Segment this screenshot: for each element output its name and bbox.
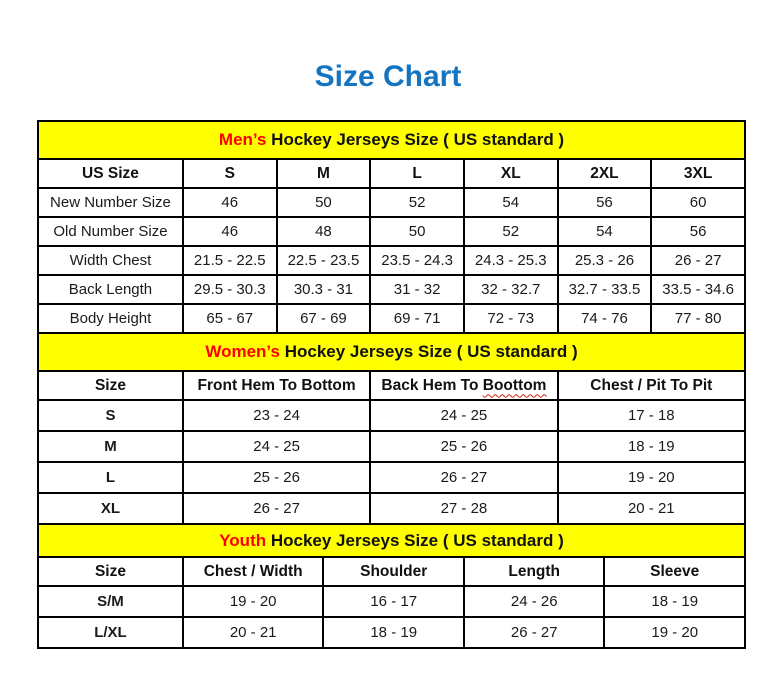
size-value: 52 (464, 217, 558, 246)
column-header-xl: XL (464, 159, 558, 188)
size-value: 29.5 - 30.3 (183, 275, 277, 304)
table-row-body-height (38, 304, 745, 333)
row-label: M (38, 431, 183, 462)
row-label: XL (38, 493, 183, 524)
row-label: Body Height (38, 304, 183, 333)
womens-header-row (38, 371, 745, 400)
size-value: 32.7 - 33.5 (558, 275, 652, 304)
table-row-women-m (38, 431, 745, 462)
column-header-3xl: 3XL (651, 159, 745, 188)
youth-section-title (38, 524, 745, 557)
size-value: 65 - 67 (183, 304, 277, 333)
size-value: 17 - 18 (558, 400, 745, 431)
column-header-chest-pit: Chest / Pit To Pit (558, 371, 745, 400)
column-header-2xl: 2XL (558, 159, 652, 188)
size-value: 21.5 - 22.5 (183, 246, 277, 275)
mens-section-band (38, 121, 745, 159)
size-value: 18 - 19 (558, 431, 745, 462)
womens-section-title-rest: Hockey Jerseys Size ( US standard ) (279, 342, 578, 361)
size-value: 19 - 20 (604, 617, 745, 648)
size-value: 46 (183, 188, 277, 217)
size-value: 69 - 71 (370, 304, 464, 333)
size-value: 23.5 - 24.3 (370, 246, 464, 275)
size-value: 31 - 32 (370, 275, 464, 304)
size-value: 22.5 - 23.5 (277, 246, 371, 275)
size-value: 46 (183, 217, 277, 246)
back-hem-misspelled-word: Boottom (482, 376, 547, 394)
column-header-sleeve: Sleeve (604, 557, 745, 586)
size-value: 24 - 25 (370, 400, 557, 431)
column-header-m: M (277, 159, 371, 188)
size-value: 24 - 26 (464, 586, 605, 617)
row-label: New Number Size (38, 188, 183, 217)
size-value: 19 - 20 (183, 586, 324, 617)
size-value: 67 - 69 (277, 304, 371, 333)
youth-section-title-highlight: Youth (219, 530, 267, 550)
youth-header-row (38, 557, 745, 586)
womens-section-title (38, 333, 745, 371)
size-value: 20 - 21 (183, 617, 324, 648)
row-label: L/XL (38, 617, 183, 648)
size-chart-tables (37, 120, 746, 649)
table-row-women-s (38, 400, 745, 431)
column-header-size: Size (38, 371, 183, 400)
size-value: 48 (277, 217, 371, 246)
row-label: Old Number Size (38, 217, 183, 246)
size-value: 26 - 27 (183, 493, 370, 524)
column-header-length: Length (464, 557, 605, 586)
mens-header-row (38, 159, 745, 188)
size-value: 74 - 76 (558, 304, 652, 333)
column-header-chest-width: Chest / Width (183, 557, 324, 586)
size-value: 32 - 32.7 (464, 275, 558, 304)
size-value: 26 - 27 (464, 617, 605, 648)
column-header-shoulder: Shoulder (323, 557, 464, 586)
table-row-back-length (38, 275, 745, 304)
table-row-women-xl (38, 493, 745, 524)
table-row-youth-lxl (38, 617, 745, 648)
column-header-s: S (183, 159, 277, 188)
row-label: Back Length (38, 275, 183, 304)
size-value: 18 - 19 (323, 617, 464, 648)
size-value: 33.5 - 34.6 (651, 275, 745, 304)
size-value: 20 - 21 (558, 493, 745, 524)
size-value: 25 - 26 (370, 431, 557, 462)
size-value: 24.3 - 25.3 (464, 246, 558, 275)
row-label: Width Chest (38, 246, 183, 275)
mens-section-title (38, 121, 745, 159)
mens-section-title-highlight: Men’s (218, 130, 267, 149)
column-header-front-hem: Front Hem To Bottom (183, 371, 370, 400)
column-header-size: Size (38, 557, 183, 586)
youth-section-title-rest: Hockey Jerseys Size ( US standard ) (266, 530, 564, 550)
size-value: 72 - 73 (464, 304, 558, 333)
size-value: 50 (277, 188, 371, 217)
column-header-l: L (370, 159, 464, 188)
column-header-back-hem (370, 371, 557, 400)
mens-section-title-rest: Hockey Jerseys Size ( US standard ) (266, 130, 565, 149)
row-label: S (38, 400, 183, 431)
column-header-us-size: US Size (38, 159, 183, 188)
table-row-new-number-size (38, 188, 745, 217)
back-hem-prefix: Back Hem To (381, 376, 483, 394)
size-value: 25.3 - 26 (558, 246, 652, 275)
size-value: 54 (464, 188, 558, 217)
mens-size-table (37, 120, 746, 334)
youth-section-band (38, 524, 745, 557)
size-value: 77 - 80 (651, 304, 745, 333)
table-row-old-number-size (38, 217, 745, 246)
womens-size-table (37, 332, 746, 525)
size-value: 26 - 27 (370, 462, 557, 493)
row-label: S/M (38, 586, 183, 617)
womens-section-band (38, 333, 745, 371)
row-label: L (38, 462, 183, 493)
womens-section-title-highlight: Women’s (205, 342, 280, 361)
youth-size-table (37, 523, 746, 649)
table-row-youth-sm (38, 586, 745, 617)
size-value: 18 - 19 (604, 586, 745, 617)
size-value: 16 - 17 (323, 586, 464, 617)
size-value: 56 (651, 217, 745, 246)
size-value: 24 - 25 (183, 431, 370, 462)
size-value: 56 (558, 188, 652, 217)
size-value: 19 - 20 (558, 462, 745, 493)
size-value: 27 - 28 (370, 493, 557, 524)
size-value: 52 (370, 188, 464, 217)
size-value: 26 - 27 (651, 246, 745, 275)
size-value: 25 - 26 (183, 462, 370, 493)
page-title: Size Chart (314, 60, 462, 93)
size-value: 60 (651, 188, 745, 217)
table-row-width-chest (38, 246, 745, 275)
size-value: 30.3 - 31 (277, 275, 371, 304)
size-value: 50 (370, 217, 464, 246)
size-value: 54 (558, 217, 652, 246)
table-row-women-l (38, 462, 745, 493)
size-value: 23 - 24 (183, 400, 370, 431)
